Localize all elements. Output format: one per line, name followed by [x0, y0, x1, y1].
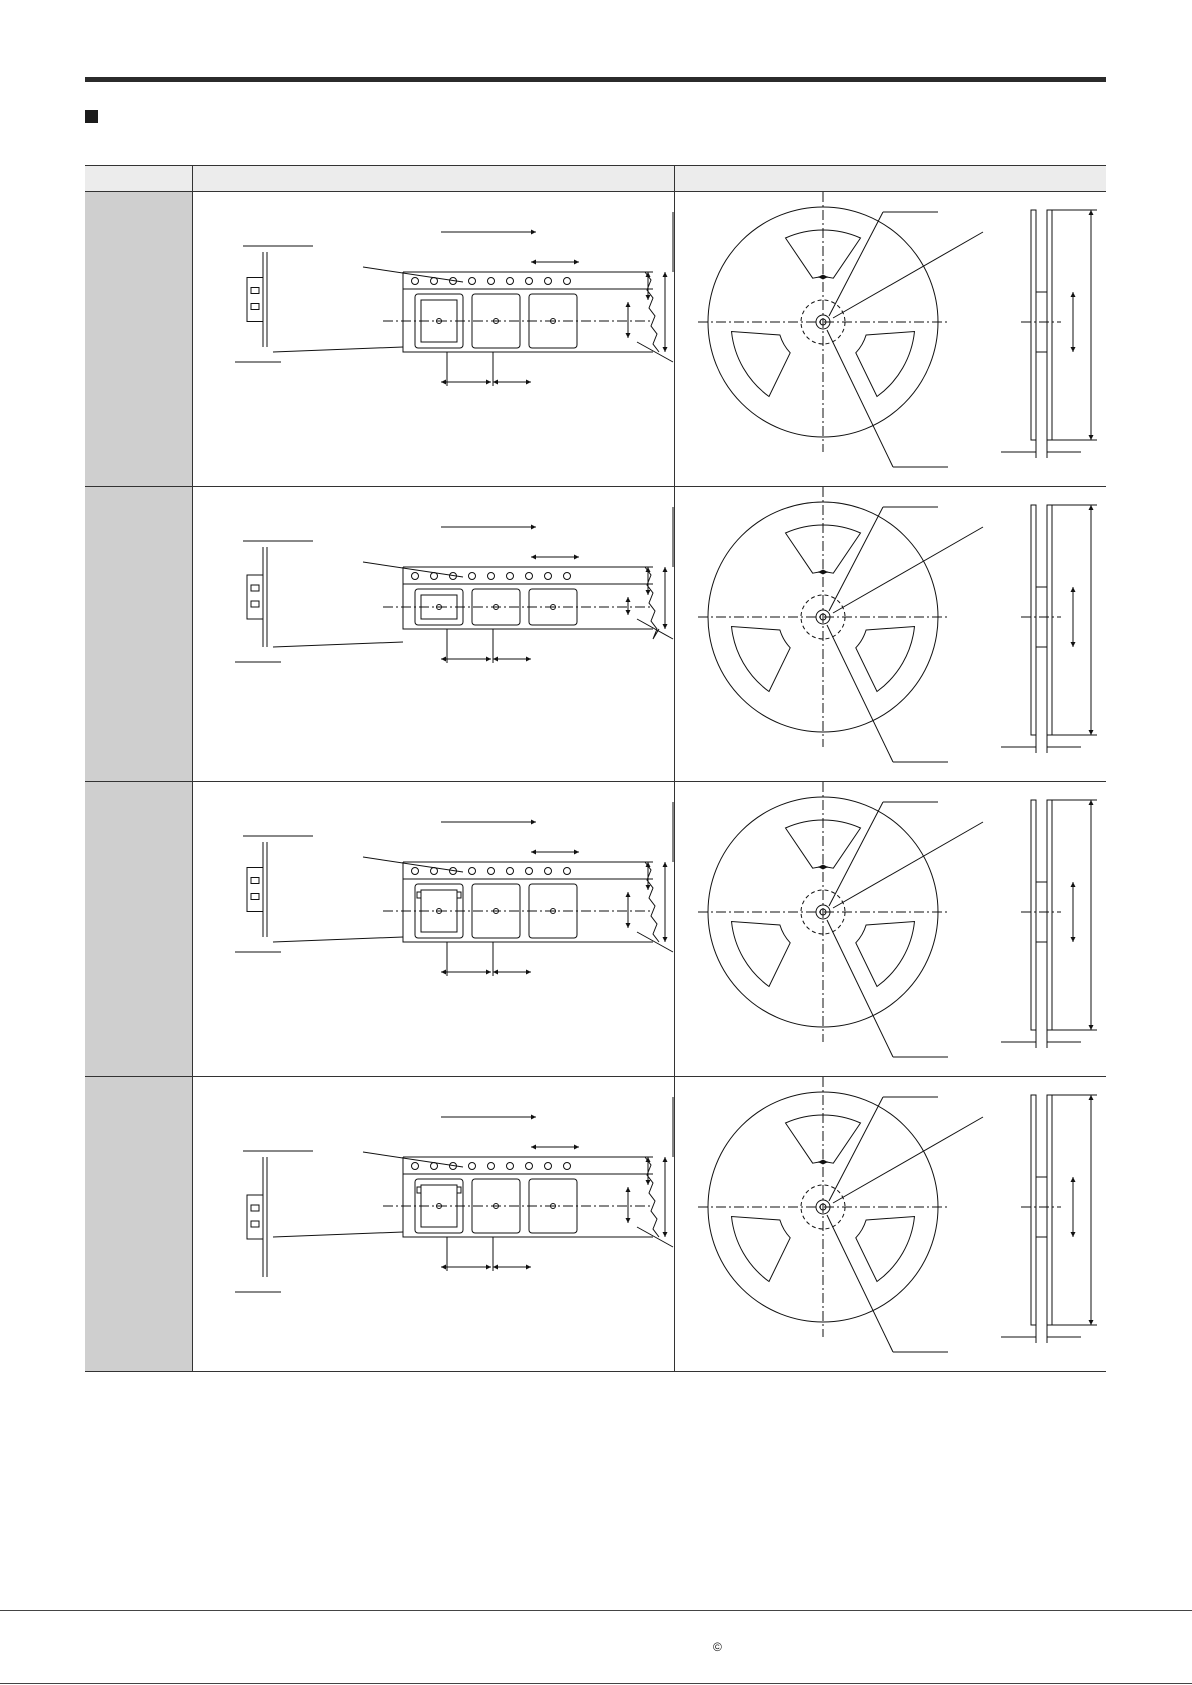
footer-rule: [0, 1610, 1192, 1611]
tape-drawing-cell: [192, 782, 674, 1077]
packaging-table: [85, 165, 1106, 1372]
reel-drawing-cell: [674, 782, 1106, 1077]
table-row: [85, 782, 1106, 1077]
reel-diagram: [675, 192, 1107, 486]
copyright: ©: [713, 1640, 722, 1654]
table-header-row: [85, 166, 1106, 192]
top-rule: [85, 77, 1106, 82]
header-type: [85, 166, 192, 192]
reel-diagram: [675, 487, 1107, 781]
tape-drawing-cell: [192, 192, 674, 487]
carrier-tape-diagram: [193, 1077, 675, 1371]
header-reel: [674, 166, 1106, 192]
carrier-tape-diagram: [193, 192, 675, 486]
tape-drawing-cell: [192, 487, 674, 782]
reel-drawing-cell: [674, 192, 1106, 487]
square-bullet-icon: [85, 110, 98, 123]
footer-bottom-rule: [0, 1683, 1192, 1684]
reel-drawing-cell: [674, 487, 1106, 782]
table-row: [85, 192, 1106, 487]
carrier-tape-diagram: [193, 487, 675, 781]
type-cell: [85, 192, 192, 487]
table-row: [85, 487, 1106, 782]
reel-diagram: [675, 1077, 1107, 1371]
header-tape: [192, 166, 674, 192]
tape-drawing-cell: [192, 1077, 674, 1372]
type-cell: [85, 782, 192, 1077]
type-cell: [85, 1077, 192, 1372]
type-cell: [85, 487, 192, 782]
reel-drawing-cell: [674, 1077, 1106, 1372]
carrier-tape-diagram: [193, 782, 675, 1076]
reel-diagram: [675, 782, 1107, 1076]
table-row: [85, 1077, 1106, 1372]
